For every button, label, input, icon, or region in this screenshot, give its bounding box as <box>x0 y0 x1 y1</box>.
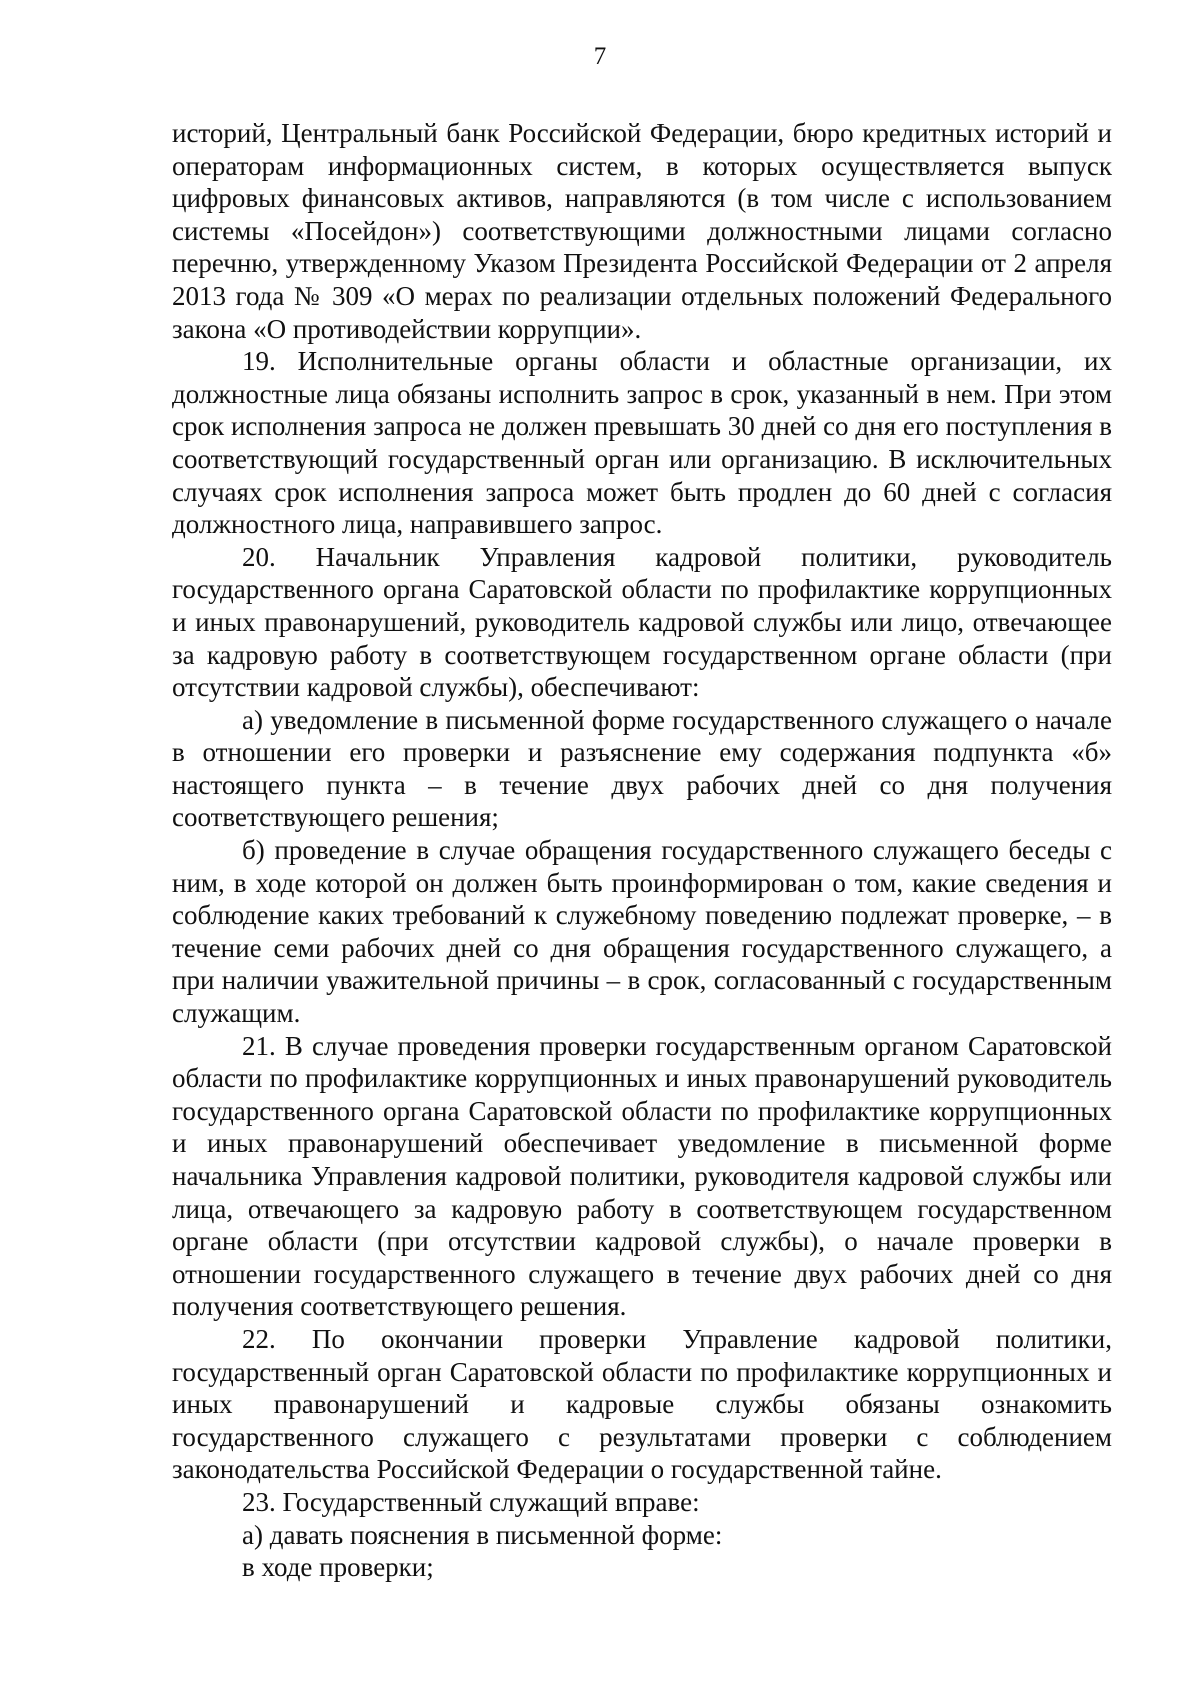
page-number: 7 <box>593 43 607 70</box>
paragraph-20: 20. Начальник Управления кадровой политики, руководитель государственного органа Саратовской области по профилактике коррупционных и иных правонарушений, руководитель кадровой службы или лицо, отвечающее за кадровую работу в соответствующем государственном органе области (при отсутствии кадровой службы), обеспечивают: <box>172 541 1112 703</box>
paragraph-20-b: б) проведение в случае обращения государственного служащего беседы с ним, в ходе которой он должен быть проинформирован о том, какие сведения и соблюдение каких требований к служебному поведению подлежат проверке, – в течение семи рабочих дней со дня обращения государственного служащего, а при наличии уважительной причины – в срок, согласованный с государственным служащим. <box>172 835 1112 1029</box>
paragraph-19: 19. Исполнительные органы области и областные организации, их должностные лица обязаны исполнить запрос в срок, указанный в нем. При этом срок исполнения запроса не должен превышать 30 дней со дня его поступления в соответствующий государственный орган или организацию. В исключительных случаях срок исполнения запроса может быть продлен до 60 дней с согласия должностного лица, направившего запрос. <box>172 346 1112 540</box>
paragraph-21: 21. В случае проведения проверки государственным органом Саратовской области по профилактике коррупционных и иных правонарушений руководитель государственного органа Саратовской области по профилактике коррупционных и иных правонарушений обеспечивает уведомление в письменной форме начальника Управления кадровой политики, руководителя кадровой службы или лица, отвечающего за кадровую работу в соответствующем государственном органе области (при отсутствии кадровой службы), о начале проверки в отношении государственного служащего в течение двух рабочих дней со дня получения соответствующего решения. <box>172 1030 1112 1322</box>
paragraph-23-a: а) давать пояснения в письменной форме: <box>242 1519 723 1550</box>
paragraph-continuation: историй, Центральный банк Российской Федерации, бюро кредитных историй и операторам информационных систем, в которых осуществляется выпуск цифровых финансовых активов, направляются (в том числе с использованием системы «Посейдон») соответствующими должностными лицами согласно перечню, утвержденному Указом Президента Российской Федерации от 2 апреля 2013 года № 309 «О мерах по реализации отдельных положений Федерального закона «О противодействии коррупции». <box>172 118 1112 344</box>
paragraph-20-a: а) уведомление в письменной форме государственного служащего о начале в отношении его проверки и разъяснение ему содержания подпункта «б» настоящего пункта – в течение двух рабочих дней со дня получения соответствующего решения; <box>172 704 1112 833</box>
paragraph-23-a-item: в ходе проверки; <box>242 1552 434 1583</box>
paragraph-23: 23. Государственный служащий вправе: <box>242 1486 700 1517</box>
paragraph-22: 22. По окончании проверки Управление кадровой политики, государственный орган Саратовской области по профилактике коррупционных и иных правонарушений и кадровые службы обязаны ознакомить государственного служащего с результатами проверки с соблюдением законодательства Российской Федерации о государственной тайне. <box>172 1323 1112 1485</box>
document-body <box>172 117 1112 1584</box>
